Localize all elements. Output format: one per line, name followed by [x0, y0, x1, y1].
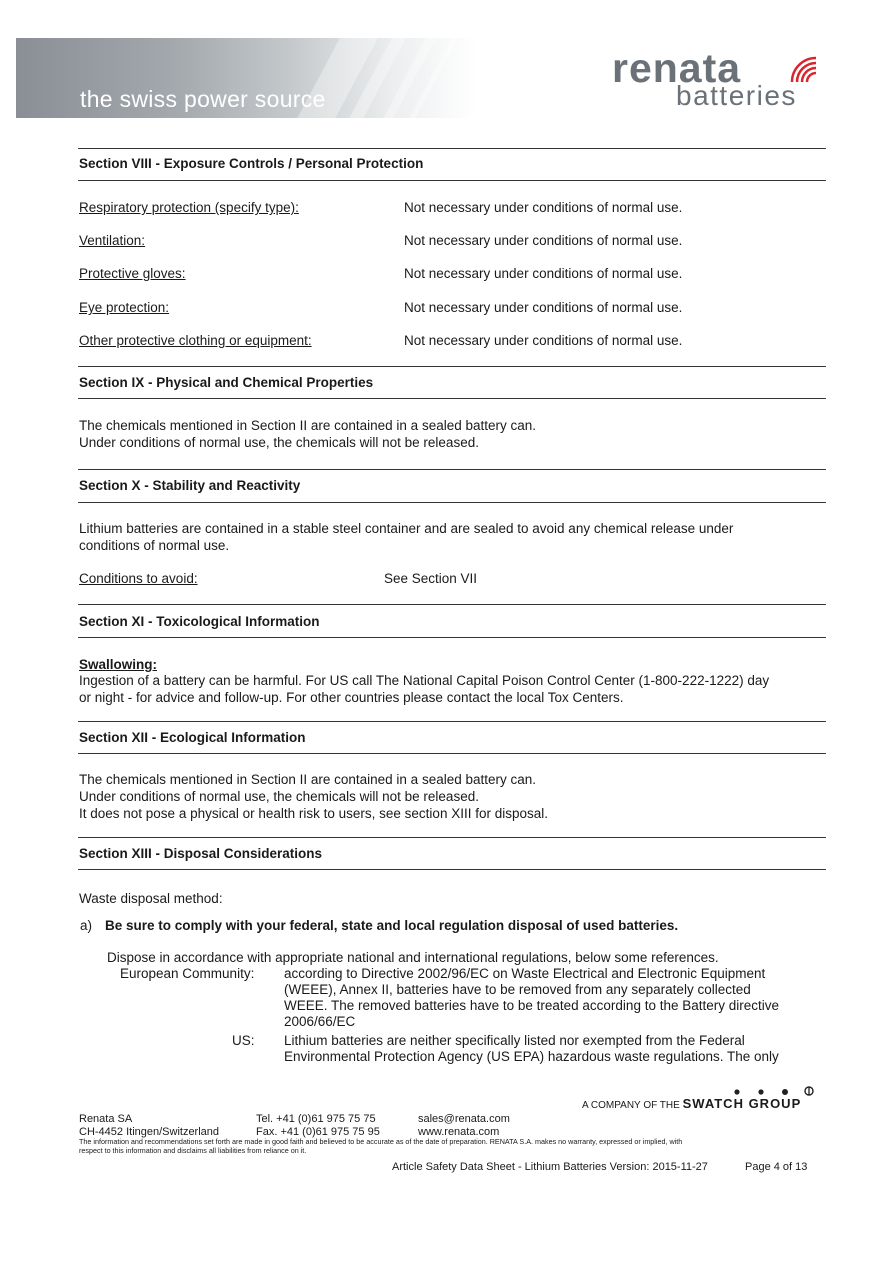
divider [78, 721, 826, 722]
section-11-line-1: Ingestion of a battery can be harmful. For US call The National Capital Poison Control Center (1-800-222-1222) day [79, 673, 770, 688]
gloves-value: Not necessary under conditions of normal use. [404, 266, 683, 281]
email-link[interactable]: sales@renata.com [418, 1113, 510, 1125]
us-line-2: Environmental Protection Agency (US EPA) hazardous waste regulations. The only [284, 1049, 779, 1064]
section-12-title: Section XII - Ecological Information [79, 730, 306, 745]
section-10-line-2: conditions of normal use. [79, 538, 230, 553]
eye-label: Eye protection: [79, 300, 170, 315]
waste-disposal-label: Waste disposal method: [79, 891, 223, 906]
page-number: Page 4 of 13 [745, 1161, 808, 1173]
divider [78, 637, 826, 638]
divider [78, 366, 826, 367]
item-a-text: Be sure to comply with your federal, state and local regulation disposal of used batteries. [105, 918, 679, 933]
logo-batteries: batteries [676, 80, 797, 111]
eu-label: European Community: [120, 966, 255, 981]
logo-renata: renata [612, 45, 742, 91]
divider [78, 148, 826, 149]
disclaimer-line-2: respect to this information and disclaims all liabilities from reliance on it. [79, 1146, 307, 1155]
eye-value: Not necessary under conditions of normal use. [404, 300, 683, 315]
conditions-avoid-label: Conditions to avoid: [79, 571, 198, 586]
company-name: Renata SA [79, 1113, 133, 1125]
respiratory-value: Not necessary under conditions of normal use. [404, 200, 683, 215]
conditions-avoid-value: See Section VII [384, 571, 478, 586]
header-banner [16, 38, 476, 118]
divider [78, 469, 826, 470]
telephone: Tel. +41 (0)61 975 75 75 [256, 1113, 376, 1125]
dispose-intro: Dispose in accordance with appropriate national and international regulations, below some references. [107, 950, 719, 965]
swatch-group-mark [582, 1096, 801, 1111]
divider [78, 869, 826, 870]
respiratory-label: Respiratory protection (specify type): [79, 200, 299, 215]
section-10-line-1: Lithium batteries are contained in a stable steel container and are sealed to avoid any chemical release under [79, 521, 734, 536]
swatch-group-name: SWATCH GROUP [682, 1096, 802, 1111]
section-12-line-1: The chemicals mentioned in Section II are contained in a sealed battery can. [79, 772, 537, 787]
eu-line-3: WEEE. The removed batteries have to be treated according to the Battery directive [284, 998, 780, 1013]
ventilation-value: Not necessary under conditions of normal use. [404, 233, 683, 248]
disclaimer-line-1: The information and recommendations set forth are made in good faith and believed to be accurate as of the date of preparation. RENATA S.A. makes no warranty, expressed or implied, with [79, 1137, 683, 1146]
section-10-title: Section X - Stability and Reactivity [79, 478, 301, 493]
section-12-line-3: It does not pose a physical or health risk to users, see section XIII for disposal. [79, 806, 548, 821]
company-prefix: A COMPANY OF THE [582, 1100, 680, 1111]
divider [78, 180, 826, 181]
item-a-marker: a) [80, 918, 93, 933]
divider [78, 753, 826, 754]
section-12-line-2: Under conditions of normal use, the chemicals will not be released. [79, 789, 479, 804]
clothing-value: Not necessary under conditions of normal use. [404, 333, 683, 348]
divider [78, 502, 826, 503]
section-9-line-1: The chemicals mentioned in Section II are contained in a sealed battery can. [79, 418, 537, 433]
divider [78, 398, 826, 399]
eu-line-2: (WEEE), Annex II, batteries have to be removed from any separately collected [284, 982, 751, 997]
us-line-1: Lithium batteries are neither specifically listed nor exempted from the Federal [284, 1033, 745, 1048]
tagline: the swiss power source [80, 86, 326, 112]
section-13-title: Section XIII - Disposal Considerations [79, 846, 323, 861]
swallowing-heading: Swallowing: [79, 657, 158, 672]
fax: Fax. +41 (0)61 975 75 95 [256, 1126, 380, 1138]
divider [78, 837, 826, 838]
website-link[interactable]: www.renata.com [418, 1126, 500, 1138]
clothing-label: Other protective clothing or equipment: [79, 333, 312, 348]
section-9-title: Section IX - Physical and Chemical Properties [79, 375, 374, 390]
section-8-title: Section VIII - Exposure Controls / Personal Protection [79, 156, 424, 171]
us-label: US: [232, 1033, 255, 1048]
document-info: Article Safety Data Sheet - Lithium Batteries Version: 2015-11-27 [392, 1161, 708, 1173]
ventilation-label: Ventilation: [79, 233, 146, 248]
eu-line-4: 2006/66/EC [284, 1014, 356, 1029]
divider [78, 604, 826, 605]
section-11-title: Section XI - Toxicological Information [79, 614, 320, 629]
company-address: CH-4452 Itingen/Switzerland [79, 1126, 220, 1138]
section-11-line-2: or night - for advice and follow-up. For other countries please contact the local Tox Centers. [79, 690, 624, 705]
section-9-line-2: Under conditions of normal use, the chemicals will not be released. [79, 435, 479, 450]
gloves-label: Protective gloves: [79, 266, 186, 281]
eu-line-1: according to Directive 2002/96/EC on Waste Electrical and Electronic Equipment [284, 966, 766, 981]
